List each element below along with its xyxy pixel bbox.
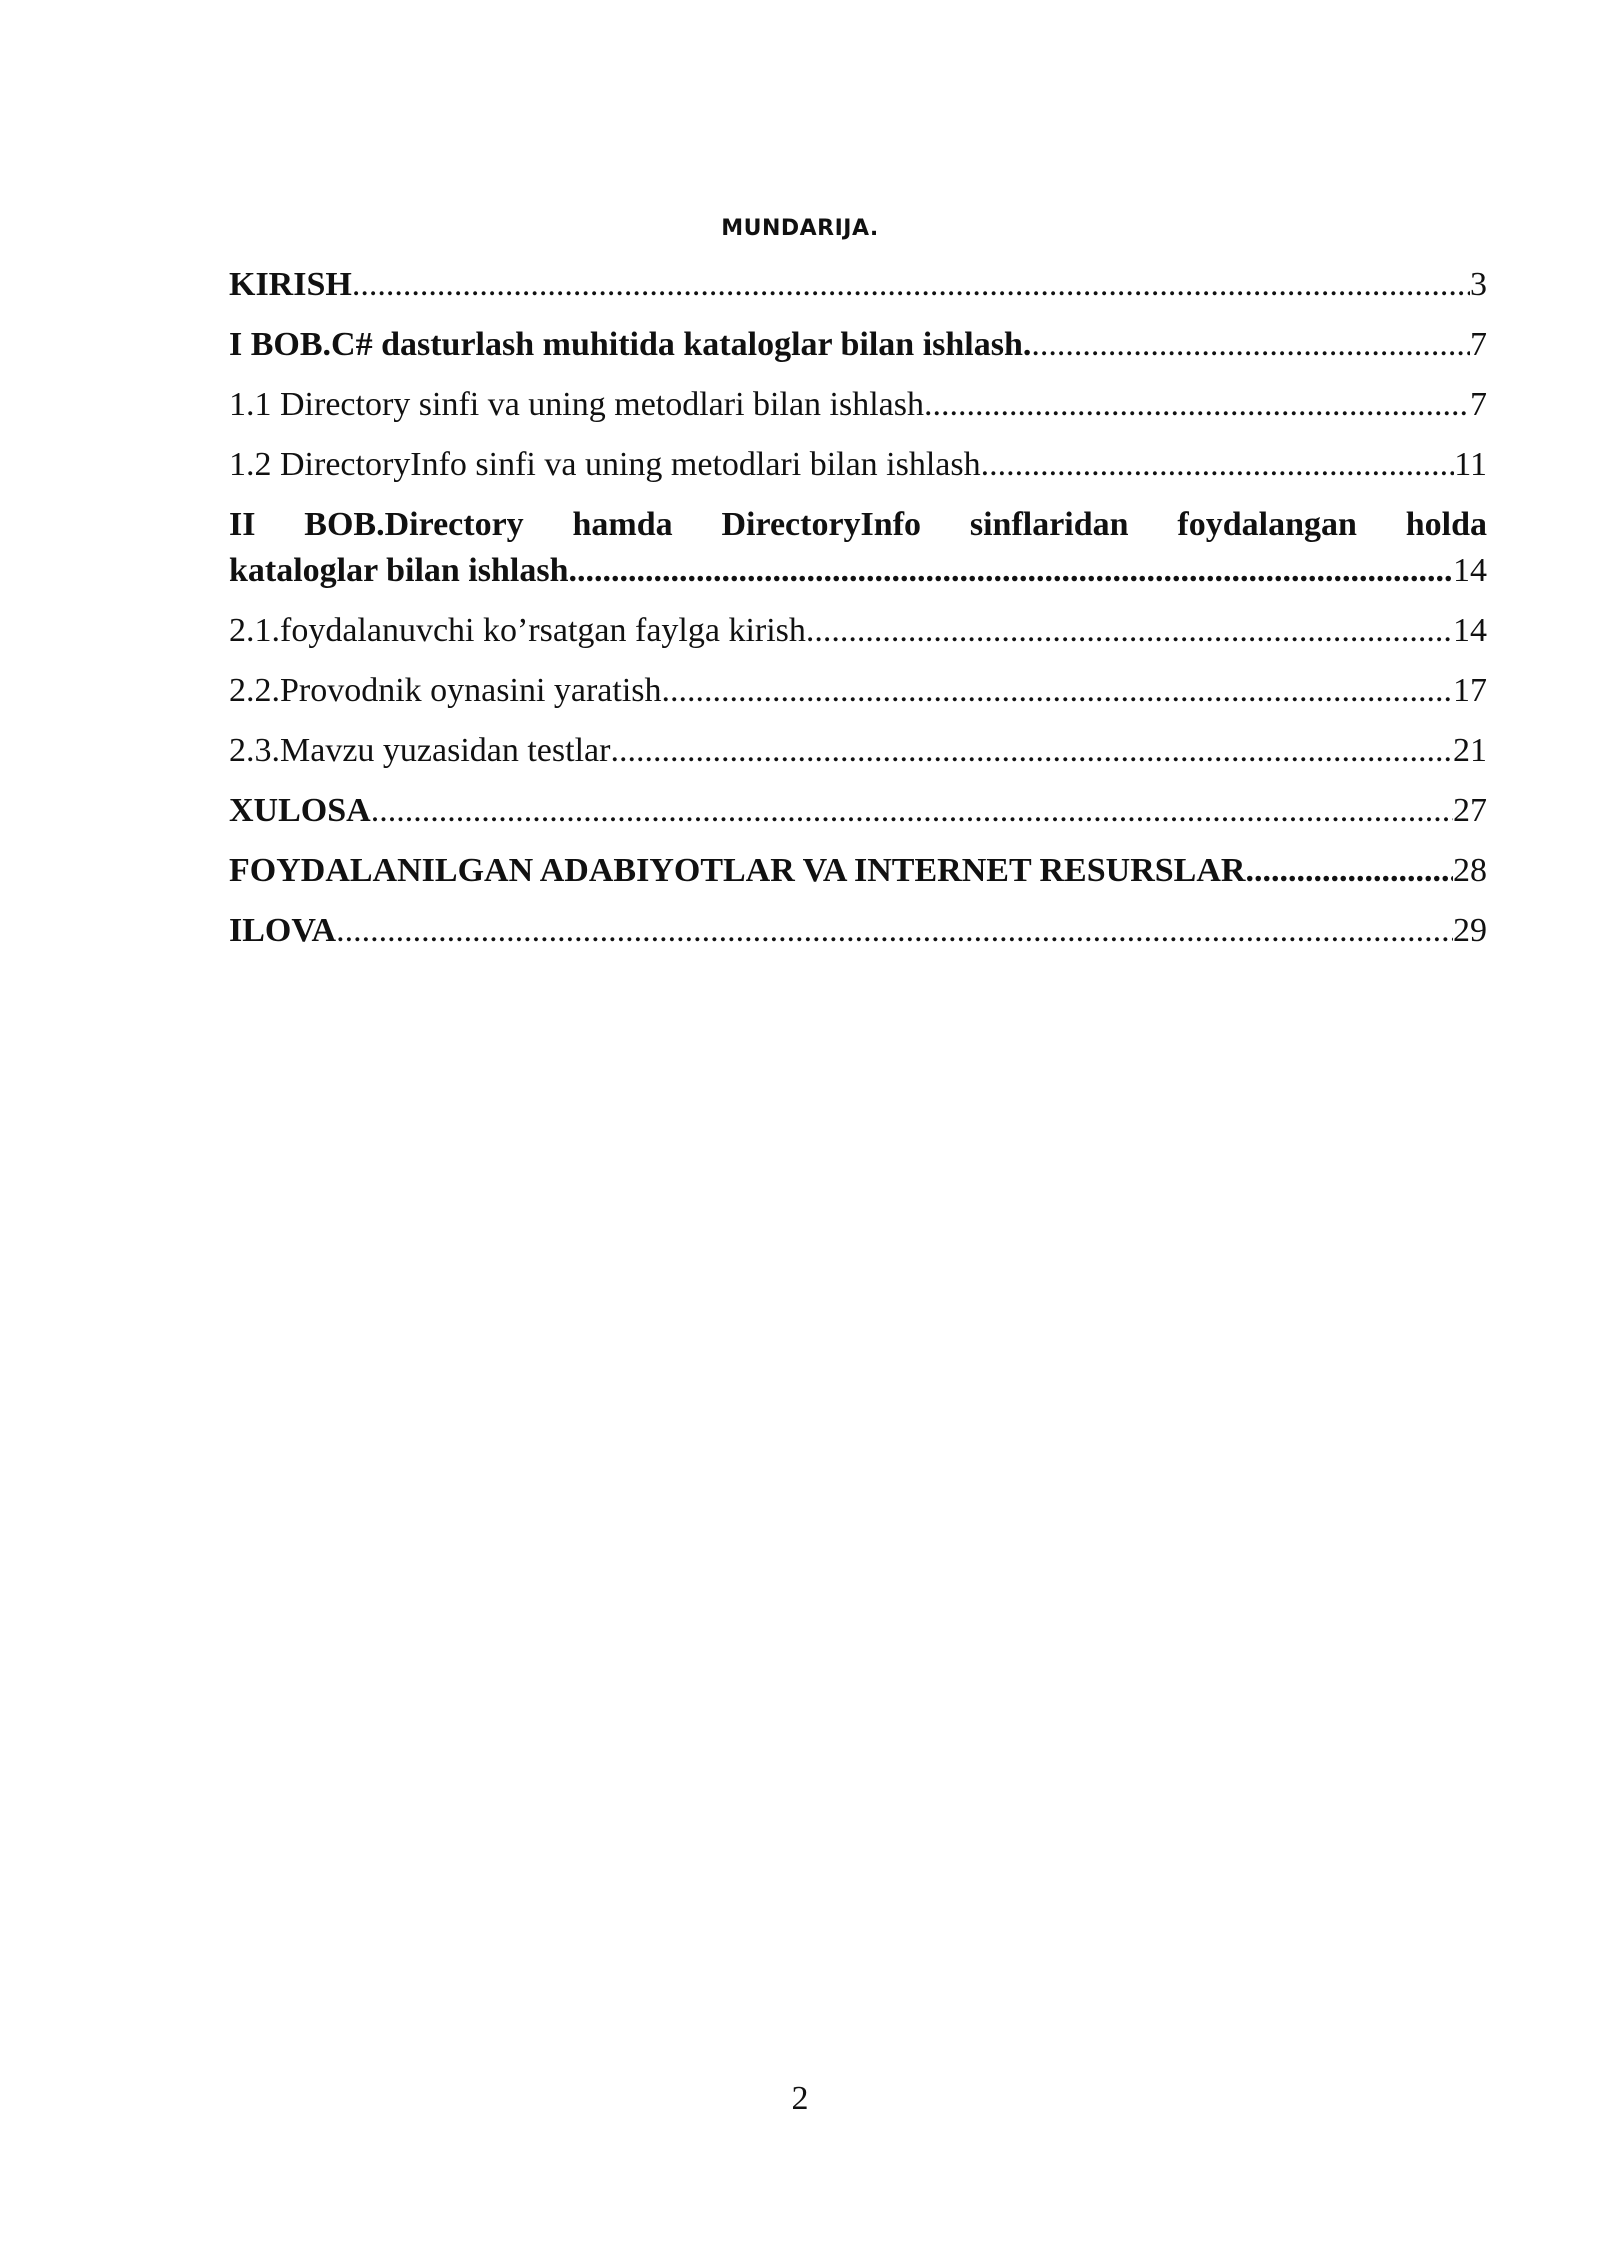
toc-entry-references[interactable] xyxy=(229,848,1487,908)
toc-leader-dots xyxy=(981,442,1455,488)
toc-entry-chapter-2[interactable] xyxy=(229,502,1487,608)
toc-entry-page: 29 xyxy=(1453,912,1487,949)
toc-entry-chapter-1[interactable] xyxy=(229,322,1487,382)
toc-entry-ilova[interactable] xyxy=(229,908,1487,968)
toc-entry-text: KIRISH xyxy=(229,266,352,303)
toc-entry-page: 7 xyxy=(1470,386,1487,423)
toc-entry-page: 14 xyxy=(1453,552,1487,589)
toc-entry-text: I BOB.C# dasturlash muhitida kataloglar bilan ishlash. xyxy=(229,326,1032,363)
toc-entry-text: FOYDALANILGAN ADABIYOTLAR VA INTERNET RESURSLAR xyxy=(229,852,1246,889)
toc-entry-xulosa[interactable] xyxy=(229,788,1487,848)
toc-leader-dots xyxy=(569,548,1454,594)
toc-entry-text: 2.2.Provodnik oynasini yaratish xyxy=(229,672,662,709)
toc-leader-dots xyxy=(352,262,1470,308)
toc-leader-dots xyxy=(806,608,1453,654)
toc-entry-section-2-1[interactable] xyxy=(229,608,1487,668)
toc-entry-section-2-2[interactable] xyxy=(229,668,1487,728)
toc-entry-page: 21 xyxy=(1453,732,1487,769)
page-number: 2 xyxy=(791,2080,809,2117)
toc-entry-section-1-2[interactable] xyxy=(229,442,1487,502)
toc-entry-page: 3 xyxy=(1470,266,1487,303)
toc-leader-dots xyxy=(1245,848,1453,894)
toc-entry-section-2-3[interactable] xyxy=(229,728,1487,788)
toc-entry-line2 xyxy=(229,548,1487,608)
toc-entry-text: 1.1 Directory sinfi va uning metodlari bilan ishlash xyxy=(229,386,924,423)
toc-entry-page: 11 xyxy=(1454,446,1487,483)
toc-entry-page: 7 xyxy=(1470,326,1487,363)
toc-entry-text: 2.1.foydalanuvchi ko’rsatgan faylga kirish xyxy=(229,612,806,649)
toc-entry-text-line2: kataloglar bilan ishlash xyxy=(229,552,569,589)
toc-leader-dots xyxy=(662,668,1453,714)
toc-entry-page: 17 xyxy=(1453,672,1487,709)
toc-leader-dots xyxy=(610,728,1453,774)
table-of-contents xyxy=(229,262,1487,968)
toc-entry-page: 28 xyxy=(1453,852,1487,889)
toc-entry-page: 14 xyxy=(1453,612,1487,649)
toc-leader-dots xyxy=(371,788,1453,834)
toc-entry-section-1-1[interactable] xyxy=(229,382,1487,442)
toc-entry-text: 2.3.Mavzu yuzasidan testlar xyxy=(229,732,611,769)
toc-title: MUNDARIJA. xyxy=(721,216,879,241)
toc-entry-page: 27 xyxy=(1453,792,1487,829)
toc-entry-text: 1.2 DirectoryInfo sinfi va uning metodlari bilan ishlash xyxy=(229,446,981,483)
toc-entry-kirish[interactable] xyxy=(229,262,1487,322)
toc-leader-dots xyxy=(336,908,1453,954)
toc-entry-text-line1: II BOB.Directory hamda DirectoryInfo sinflaridan foydalangan holda xyxy=(229,506,1487,543)
toc-entry-text: XULOSA xyxy=(229,792,371,829)
toc-leader-dots xyxy=(924,382,1470,428)
toc-leader-dots xyxy=(1031,322,1470,368)
toc-entry-text: ILOVA xyxy=(229,912,337,949)
